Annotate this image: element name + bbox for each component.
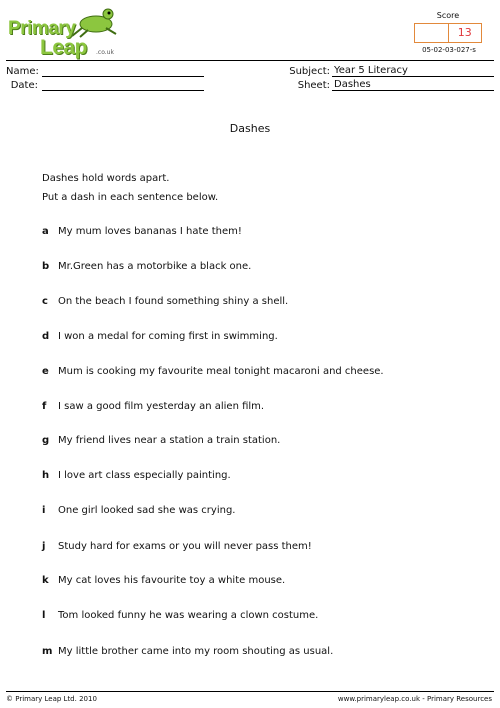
question-c[interactable]: c On the beach I found something shiny a shell. xyxy=(42,296,289,307)
question-text: Tom looked funny he was wearing a clown costume. xyxy=(58,610,319,621)
question-text: My little brother came into my room shouting as usual. xyxy=(58,646,334,657)
question-h[interactable]: h I love art class especially painting. xyxy=(42,470,231,481)
question-text: My friend lives near a station a train station. xyxy=(58,435,281,446)
question-f[interactable]: f I saw a good film yesterday an alien film. xyxy=(42,401,265,412)
question-text: Mum is cooking my favourite meal tonight macaroni and cheese. xyxy=(58,366,384,377)
question-text: Study hard for exams or you will never pass them! xyxy=(58,541,312,552)
instruction-line-1: Dashes hold words apart. xyxy=(42,173,170,184)
question-text: I love art class especially painting. xyxy=(58,470,231,481)
sheet-field xyxy=(332,79,494,91)
logo-primary-text: Primary xyxy=(8,18,76,39)
score-box xyxy=(414,23,482,43)
date-label: Date: xyxy=(10,80,38,91)
question-k[interactable]: k My cat loves his favourite toy a white mouse. xyxy=(42,575,286,586)
question-g[interactable]: g My friend lives near a station a train station. xyxy=(42,435,281,446)
date-field[interactable] xyxy=(42,90,204,91)
instruction-line-2: Put a dash in each sentence below. xyxy=(42,192,219,203)
subject-value: Year 5 Literacy xyxy=(334,65,408,76)
sheet-value: Dashes xyxy=(334,79,371,90)
question-text: My mum loves bananas I hate them! xyxy=(58,226,242,237)
sheet-label: Sheet: xyxy=(297,80,330,91)
question-a[interactable]: a My mum loves bananas I hate them! xyxy=(42,226,242,237)
frog-icon xyxy=(70,4,124,38)
logo-suffix: .co.uk xyxy=(96,49,114,56)
logo-leap-text: Leap xyxy=(40,36,88,59)
question-b[interactable]: b Mr.Green has a motorbike a black one. xyxy=(42,261,252,272)
question-m[interactable]: m My little brother came into my room shouting as usual. xyxy=(42,646,334,657)
score-total: 13 xyxy=(448,24,482,42)
question-text: I won a medal for coming first in swimming. xyxy=(58,331,278,342)
question-text: One girl looked sad she was crying. xyxy=(58,505,236,516)
question-text: My cat loves his favourite toy a white mouse. xyxy=(58,575,286,586)
footer-website: www.primaryleap.co.uk - Primary Resources xyxy=(337,695,492,703)
question-e[interactable]: e Mum is cooking my favourite meal tonight macaroni and cheese. xyxy=(42,366,384,377)
question-l[interactable]: l Tom looked funny he was wearing a clown costume. xyxy=(42,610,319,621)
question-j[interactable]: j Study hard for exams or you will never pass them! xyxy=(42,541,312,552)
name-label: Name: xyxy=(6,66,39,77)
sheet-code: 05-02-03-027-s xyxy=(422,46,476,54)
score-label: Score xyxy=(436,11,460,20)
score-entry-box[interactable] xyxy=(415,24,448,42)
footer-rule xyxy=(6,691,494,692)
question-text: I saw a good film yesterday an alien film. xyxy=(58,401,265,412)
primary-leap-logo xyxy=(8,4,128,60)
question-i[interactable]: i One girl looked sad she was crying. xyxy=(42,505,236,516)
worksheet-title: Dashes xyxy=(229,122,271,135)
subject-label: Subject: xyxy=(289,66,330,77)
question-text: On the beach I found something shiny a shell. xyxy=(58,296,289,307)
header-rule xyxy=(6,60,494,61)
question-d[interactable]: d I won a medal for coming first in swimming. xyxy=(42,331,278,342)
name-field[interactable] xyxy=(42,76,204,77)
footer-copyright: © Primary Leap Ltd. 2010 xyxy=(6,695,97,703)
subject-field xyxy=(332,65,494,77)
question-text: Mr.Green has a motorbike a black one. xyxy=(58,261,252,272)
